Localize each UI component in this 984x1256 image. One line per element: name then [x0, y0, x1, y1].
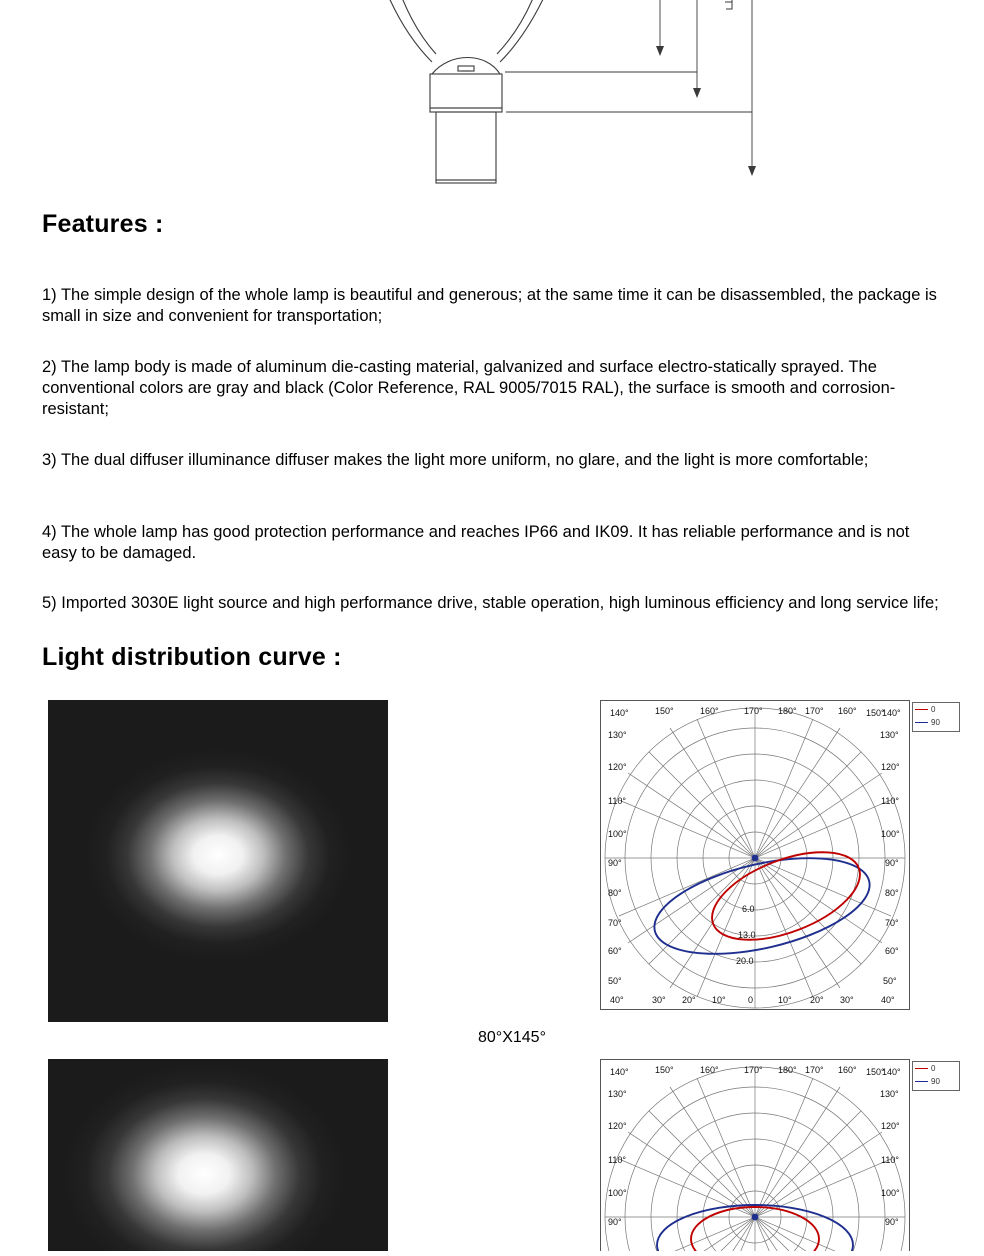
legend-line-90-icon [915, 722, 928, 723]
beam-glow [48, 711, 388, 1011]
feature-paragraph-5: 5) Imported 3030E light source and high performance drive, stable operation, high luminous efficiency and long service life; [42, 593, 939, 612]
feature-paragraph-4: 4) The whole lamp has good protection performance and reaches IP66 and IK09. It has reliable performance and is not easy to be damaged. [42, 522, 910, 562]
svg-text:100°: 100° [608, 1188, 627, 1198]
product-technical-drawing [0, 0, 984, 200]
svg-text:150°: 150° [866, 708, 885, 718]
svg-text:60°: 60° [608, 946, 622, 956]
svg-text:80°: 80° [885, 888, 899, 898]
svg-text:140°: 140° [882, 1067, 901, 1077]
svg-text:10°: 10° [778, 995, 792, 1005]
svg-text:130°: 130° [608, 730, 627, 740]
svg-text:50°: 50° [608, 976, 622, 986]
polar-legend-2 [912, 1061, 960, 1091]
svg-text:160°: 160° [838, 1065, 857, 1075]
legend-line-90-icon [915, 1081, 928, 1082]
svg-text:60°: 60° [885, 946, 899, 956]
svg-text:10°: 10° [712, 995, 726, 1005]
svg-text:130°: 130° [880, 730, 899, 740]
legend-row-90 [913, 1075, 959, 1088]
svg-text:110°: 110° [608, 1155, 626, 1165]
svg-text:130°: 130° [608, 1089, 627, 1099]
svg-text:0: 0 [748, 995, 754, 1005]
svg-text:70°: 70° [885, 918, 899, 928]
svg-text:90°: 90° [885, 858, 899, 868]
beam-angle-caption-1: 80°X145° [478, 1029, 546, 1046]
svg-text:180°: 180° [778, 706, 797, 716]
features-heading: Features : [42, 210, 164, 238]
svg-text:170°: 170° [805, 1065, 824, 1075]
svg-text:40°: 40° [610, 995, 624, 1005]
light-distribution-heading: Light distribution curve : [42, 643, 342, 671]
svg-text:150°: 150° [655, 706, 674, 716]
svg-text:70°: 70° [608, 918, 622, 928]
legend-label-0: 0 [931, 704, 936, 714]
feature-paragraph-2: 2) The lamp body is made of aluminum die-casting material, galvanized and surface electro-statically sprayed. The conventional colors are gray and black (Color Reference, RAL 9005/7015 RAL), the surface is smooth and corrosion-resistant; [42, 357, 896, 418]
svg-text:90°: 90° [885, 1217, 899, 1227]
svg-text:110°: 110° [881, 1155, 899, 1165]
legend-row-0 [913, 703, 959, 716]
legend-label-0: 0 [931, 1063, 936, 1073]
legend-label-90: 90 [931, 1076, 940, 1086]
svg-text:170°: 170° [744, 1065, 763, 1075]
feature-paragraph-1: 1) The simple design of the whole lamp is beautiful and generous; at the same time it can be disassembled, the package is small in size and convenient for transportation; [42, 285, 937, 325]
svg-text:140°: 140° [610, 1067, 629, 1077]
svg-text:140°: 140° [882, 708, 901, 718]
svg-text:120°: 120° [608, 762, 627, 772]
svg-text:30°: 30° [652, 995, 666, 1005]
beam-photo-1 [48, 700, 388, 1022]
beam-glow [48, 1059, 388, 1251]
svg-text:140°: 140° [610, 708, 629, 718]
svg-text:40°: 40° [881, 995, 895, 1005]
polar-diagram-1 [600, 700, 910, 1010]
beam-photo-2 [48, 1059, 388, 1251]
svg-text:120°: 120° [881, 762, 900, 772]
svg-text:120°: 120° [881, 1121, 900, 1131]
legend-line-0-icon [915, 1068, 928, 1069]
polar-diagram-2 [600, 1059, 910, 1251]
svg-text:90°: 90° [608, 858, 622, 868]
svg-text:110°: 110° [881, 796, 899, 806]
svg-text:150°: 150° [655, 1065, 674, 1075]
svg-text:20.0: 20.0 [736, 956, 754, 966]
svg-text:30°: 30° [840, 995, 854, 1005]
svg-text:110°: 110° [608, 796, 626, 806]
svg-text:50°: 50° [883, 976, 897, 986]
svg-text:90°: 90° [608, 1217, 622, 1227]
polar-legend-1 [912, 702, 960, 732]
svg-text:160°: 160° [700, 1065, 719, 1075]
svg-text:180°: 180° [778, 1065, 797, 1075]
svg-text:20°: 20° [810, 995, 824, 1005]
legend-label-90: 90 [931, 717, 940, 727]
svg-text:170°: 170° [744, 706, 763, 716]
svg-text:100°: 100° [881, 829, 900, 839]
svg-text:160°: 160° [838, 706, 857, 716]
svg-text:6.0: 6.0 [742, 904, 755, 914]
svg-text:160°: 160° [700, 706, 719, 716]
svg-text:100°: 100° [881, 1188, 900, 1198]
svg-text:150°: 150° [866, 1067, 885, 1077]
svg-text:100°: 100° [608, 829, 627, 839]
svg-text:130°: 130° [880, 1089, 899, 1099]
legend-row-90 [913, 716, 959, 729]
svg-text:80°: 80° [608, 888, 622, 898]
legend-row-0 [913, 1062, 959, 1075]
svg-text:170°: 170° [805, 706, 824, 716]
legend-line-0-icon [915, 709, 928, 710]
feature-paragraph-3: 3) The dual diffuser illuminance diffuser makes the light more uniform, no glare, and the light is more comfortable; [42, 450, 869, 469]
svg-text:120°: 120° [608, 1121, 627, 1131]
svg-text:20°: 20° [682, 995, 696, 1005]
svg-text:13.0: 13.0 [738, 930, 756, 940]
